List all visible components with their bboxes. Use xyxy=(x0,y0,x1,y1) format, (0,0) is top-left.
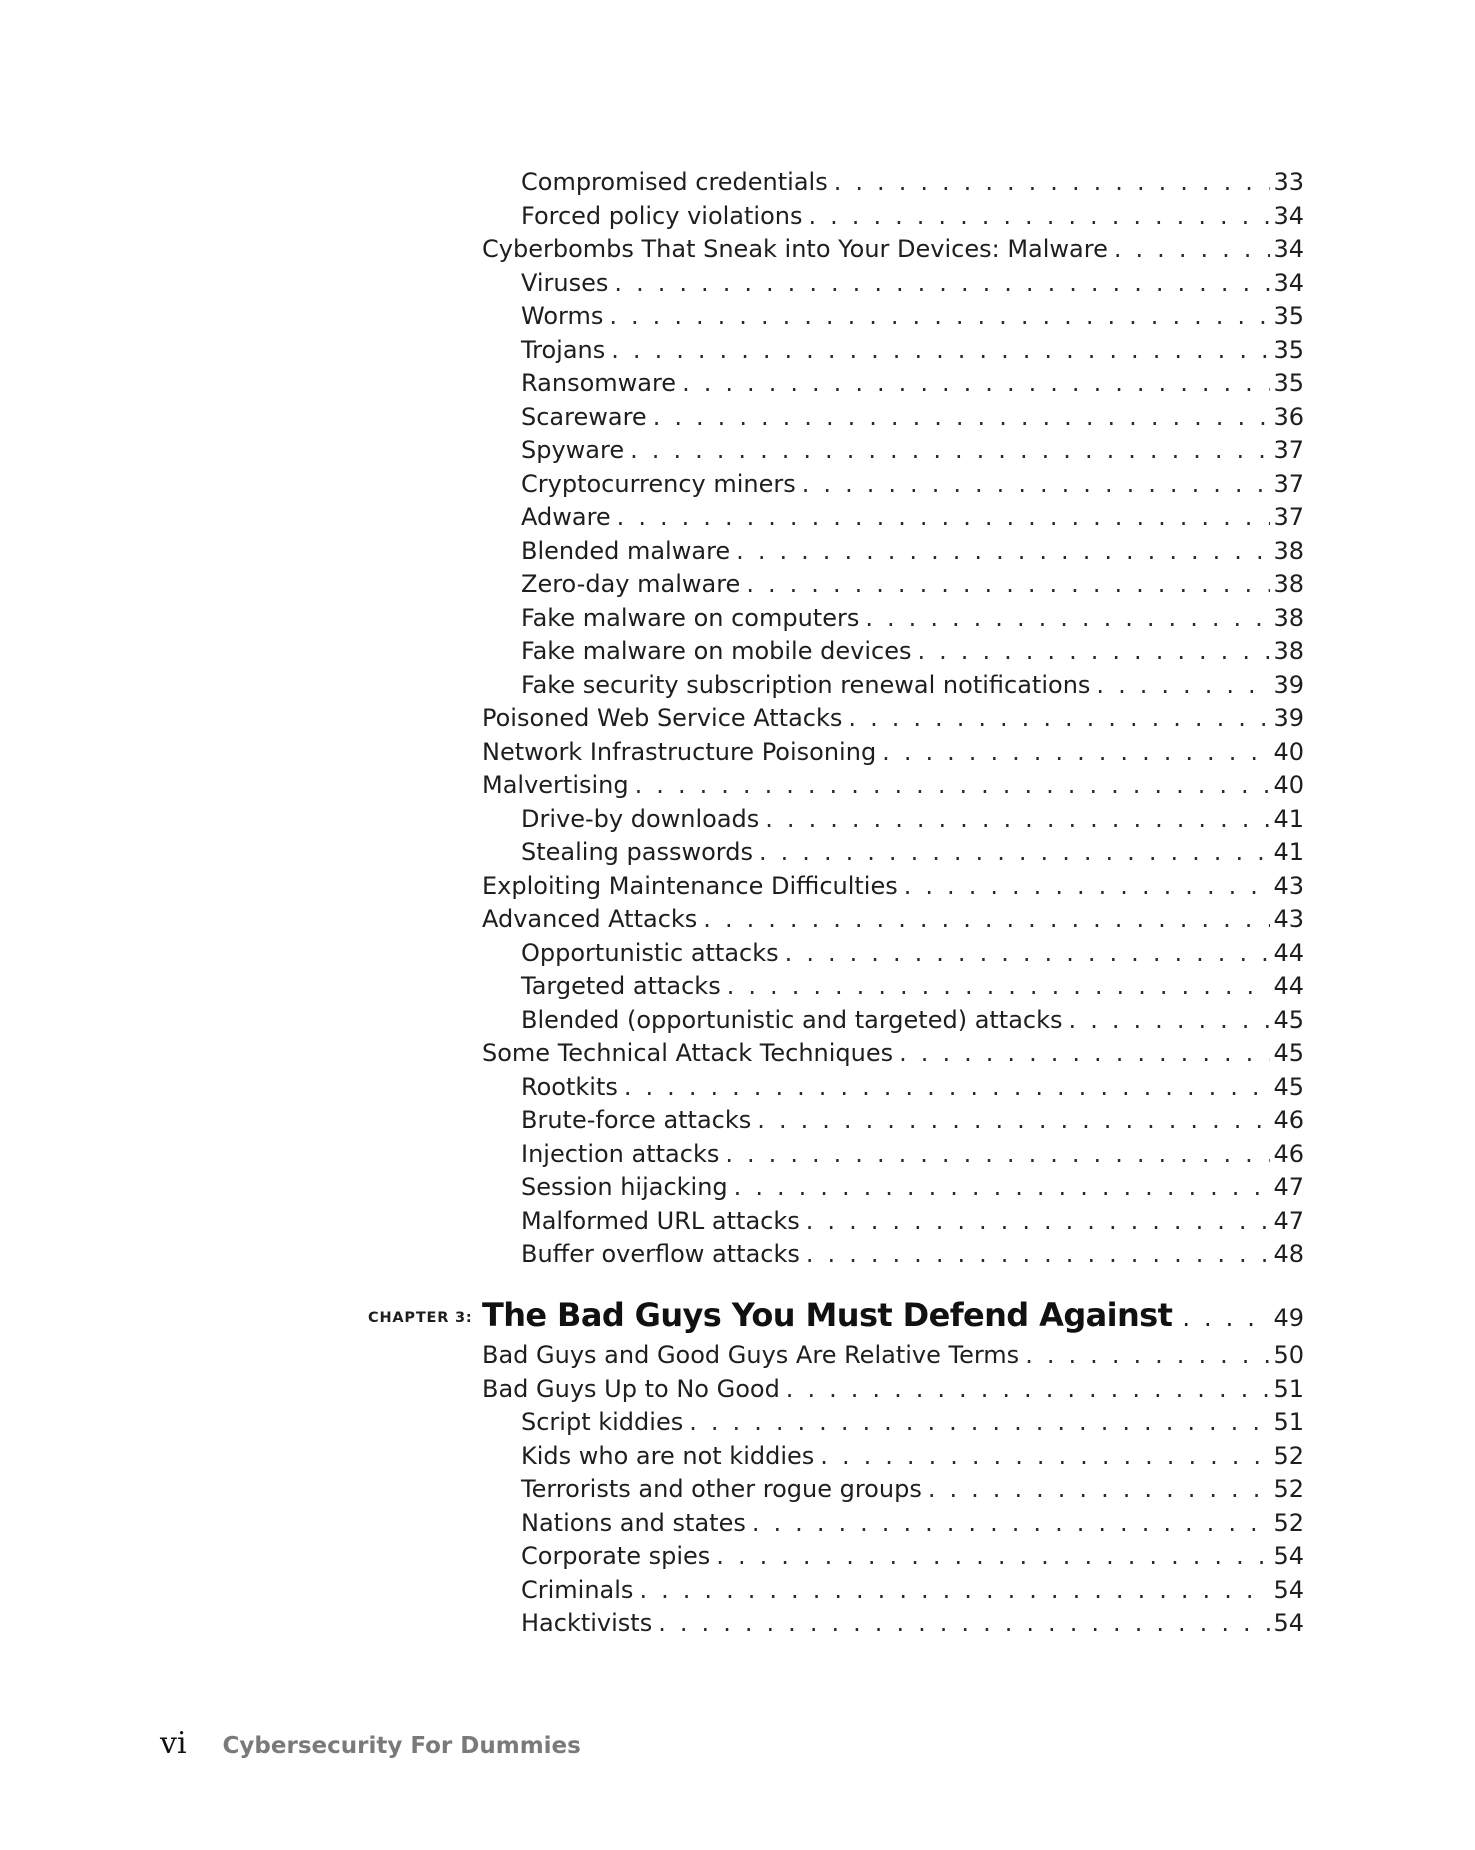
toc-entry xyxy=(482,1071,1304,1105)
toc-entry-title: Fake security subscription renewal notifications xyxy=(521,670,1091,699)
dot-leader xyxy=(725,1138,1270,1172)
toc-entry-page: 54 xyxy=(1273,1609,1304,1637)
toc-entry-page: 41 xyxy=(1273,838,1304,866)
toc-entry xyxy=(482,401,1304,435)
dot-leader xyxy=(806,1205,1271,1239)
toc-entry-title: Fake malware on mobile devices xyxy=(521,637,912,665)
toc-entry-page: 35 xyxy=(1273,335,1304,364)
toc-entry-title: Opportunistic attacks xyxy=(521,938,779,967)
chapter-page-number: 49 xyxy=(1273,1304,1304,1332)
toc-entry-page: 47 xyxy=(1273,1206,1304,1235)
toc-entry-title: Bad Guys and Good Guys Are Relative Terms xyxy=(482,1341,1020,1369)
toc-entry xyxy=(482,535,1304,569)
dot-leader xyxy=(806,1238,1271,1272)
toc-entry xyxy=(482,267,1304,301)
toc-entry-page: 33 xyxy=(1273,168,1304,196)
toc-entry xyxy=(482,1238,1304,1272)
toc-entry-title: Cyberbombs That Sneak into Your Devices: Malware xyxy=(482,235,1108,263)
dot-leader xyxy=(617,501,1271,535)
toc-entry-title: Session hijacking xyxy=(521,1173,728,1201)
toc-entry xyxy=(482,1104,1304,1138)
dot-leader xyxy=(727,970,1271,1004)
toc-entry-page: 43 xyxy=(1273,905,1304,933)
toc-entry-page: 50 xyxy=(1273,1341,1304,1369)
dot-leader xyxy=(808,200,1270,234)
toc-entry xyxy=(482,1440,1304,1474)
toc-entry xyxy=(482,1339,1304,1373)
dot-leader xyxy=(917,635,1270,669)
dot-leader xyxy=(785,937,1271,971)
toc-entry-page: 34 xyxy=(1273,235,1304,263)
dot-leader xyxy=(734,1171,1271,1205)
toc-entry-page: 43 xyxy=(1273,871,1304,900)
toc-entry-page: 34 xyxy=(1273,201,1304,230)
chapter-title-row xyxy=(482,1292,1304,1338)
dot-leader xyxy=(1182,1295,1269,1341)
toc-entry-title: Advanced Attacks xyxy=(482,905,698,933)
toc-entry-title: Corporate spies xyxy=(521,1542,711,1570)
toc-entry-title: Injection attacks xyxy=(521,1139,720,1168)
toc-entry-title: Network Infrastructure Poisoning xyxy=(482,737,877,766)
dot-leader xyxy=(639,1574,1270,1608)
toc-entry-page: 41 xyxy=(1273,804,1304,833)
toc-entry-page: 48 xyxy=(1273,1240,1304,1268)
dot-leader xyxy=(658,1607,1270,1641)
dot-leader xyxy=(759,836,1270,870)
toc-entry-page: 38 xyxy=(1273,570,1304,598)
toc-entry xyxy=(482,1373,1304,1407)
chapter-heading xyxy=(368,1292,1304,1338)
dot-leader xyxy=(682,367,1270,401)
toc-entry xyxy=(482,736,1304,770)
toc-entry xyxy=(482,970,1304,1004)
page-footer xyxy=(160,1726,581,1766)
toc-entry xyxy=(482,300,1304,334)
dot-leader xyxy=(635,769,1271,803)
toc-entry-page: 46 xyxy=(1273,1139,1304,1168)
toc-entry xyxy=(482,870,1304,904)
toc-entry-title: Blended malware xyxy=(521,536,731,565)
dot-leader xyxy=(736,535,1270,569)
toc-entry xyxy=(482,200,1304,234)
dot-leader xyxy=(703,903,1270,937)
toc-entry-title: Ransomware xyxy=(521,369,677,397)
toc-entry-title: Brute-force attacks xyxy=(521,1106,752,1134)
toc-entry-page: 52 xyxy=(1273,1508,1304,1537)
toc-entry-page: 40 xyxy=(1273,737,1304,766)
toc-entry-title: Adware xyxy=(521,503,611,531)
toc-entry-page: 46 xyxy=(1273,1106,1304,1134)
toc-entry-title: Forced policy violations xyxy=(521,201,803,230)
toc-entry xyxy=(482,1574,1304,1608)
toc-entry-page: 34 xyxy=(1273,268,1304,297)
dot-leader xyxy=(609,300,1270,334)
toc-entry-page: 45 xyxy=(1273,1005,1304,1034)
toc-entry-page: 38 xyxy=(1273,603,1304,632)
toc-entry-title: Fake malware on computers xyxy=(521,603,860,632)
toc-entry-title: Targeted attacks xyxy=(521,972,721,1000)
toc-entry-page: 51 xyxy=(1273,1374,1304,1403)
dot-leader xyxy=(614,267,1270,301)
toc-entry xyxy=(482,501,1304,535)
dot-leader xyxy=(716,1540,1270,1574)
dot-leader xyxy=(1069,1004,1271,1038)
toc-entry-title: Viruses xyxy=(521,268,609,297)
toc-entry-title: Scareware xyxy=(521,402,647,431)
toc-entry-title: Buffer overflow attacks xyxy=(521,1240,800,1268)
toc-entry-page: 54 xyxy=(1273,1542,1304,1570)
toc-entry xyxy=(482,1171,1304,1205)
toc-entry-title: Some Technical Attack Techniques xyxy=(482,1039,894,1067)
dot-leader xyxy=(757,1104,1270,1138)
dot-leader xyxy=(611,334,1270,368)
toc-entry-page: 47 xyxy=(1273,1173,1304,1201)
dot-leader xyxy=(689,1406,1270,1440)
dot-leader xyxy=(820,1440,1270,1474)
chapter-label: CHAPTER 3: xyxy=(368,1310,473,1326)
toc-entry-page: 54 xyxy=(1273,1575,1304,1604)
toc-entry xyxy=(482,635,1304,669)
toc-entry xyxy=(482,1406,1304,1440)
toc-entry-title: Exploiting Maintenance Difficulties xyxy=(482,871,898,900)
page-folio: vi xyxy=(160,1726,187,1761)
toc-entry xyxy=(482,568,1304,602)
toc-entry-title: Malvertising xyxy=(482,771,629,799)
dot-leader xyxy=(786,1373,1271,1407)
toc-entry-title: Poisoned Web Service Attacks xyxy=(482,704,843,732)
toc-entry xyxy=(482,166,1304,200)
dot-leader xyxy=(882,736,1270,770)
toc-entry-page: 51 xyxy=(1273,1408,1304,1436)
toc-entry xyxy=(482,1607,1304,1641)
toc-entry-title: Kids who are not kiddies xyxy=(521,1441,815,1470)
toc-entry xyxy=(482,468,1304,502)
toc-entry-title: Hacktivists xyxy=(521,1609,653,1637)
toc-entry xyxy=(482,1473,1304,1507)
toc-entry-page: 37 xyxy=(1273,469,1304,498)
dot-leader xyxy=(928,1473,1271,1507)
dot-leader xyxy=(653,401,1271,435)
toc-entry xyxy=(482,334,1304,368)
toc-entry-page: 44 xyxy=(1273,938,1304,967)
toc-entry-title: Rootkits xyxy=(521,1072,618,1101)
toc-section-chapter-2 xyxy=(482,166,1304,1272)
dot-leader xyxy=(848,702,1270,736)
toc-entry xyxy=(482,669,1304,703)
toc-entry-title: Nations and states xyxy=(521,1508,746,1537)
toc-entry-title: Blended (opportunistic and targeted) attacks xyxy=(521,1005,1063,1034)
toc-entry-title: Zero-day malware xyxy=(521,570,741,598)
toc-entry-title: Terrorists and other rogue groups xyxy=(521,1475,922,1503)
toc-entry-page: 38 xyxy=(1273,637,1304,665)
toc-entry-page: 38 xyxy=(1273,536,1304,565)
dot-leader xyxy=(865,602,1270,636)
chapter-title: The Bad Guys You Must Defend Against xyxy=(482,1296,1173,1334)
toc-entry-page: 39 xyxy=(1273,704,1304,732)
toc-entry-title: Drive-by downloads xyxy=(521,804,760,833)
toc-entry xyxy=(482,903,1304,937)
dot-leader xyxy=(752,1507,1271,1541)
toc-entry-title: Criminals xyxy=(521,1575,634,1604)
toc-entry xyxy=(482,1037,1304,1071)
toc-entry-title: Malformed URL attacks xyxy=(521,1206,800,1235)
toc-entry xyxy=(482,1004,1304,1038)
toc-entry-page: 44 xyxy=(1273,972,1304,1000)
toc-entry-title: Script kiddies xyxy=(521,1408,684,1436)
toc-entry-page: 35 xyxy=(1273,302,1304,330)
toc-entry-page: 45 xyxy=(1273,1039,1304,1067)
dot-leader xyxy=(802,468,1271,502)
toc-entry-page: 35 xyxy=(1273,369,1304,397)
dot-leader xyxy=(765,803,1270,837)
toc-entry xyxy=(482,702,1304,736)
toc-entry-page: 40 xyxy=(1273,771,1304,799)
toc-entry-title: Compromised credentials xyxy=(521,168,828,196)
toc-entry xyxy=(482,836,1304,870)
toc-entry-page: 52 xyxy=(1273,1475,1304,1503)
running-book-title: Cybersecurity For Dummies xyxy=(222,1733,581,1759)
toc-entry-page: 36 xyxy=(1273,402,1304,431)
toc-entry-title: Worms xyxy=(521,302,604,330)
toc-entry-title: Bad Guys Up to No Good xyxy=(482,1374,780,1403)
toc-entry xyxy=(482,233,1304,267)
toc-entry xyxy=(482,1507,1304,1541)
dot-leader xyxy=(1114,233,1271,267)
toc-entry xyxy=(482,1138,1304,1172)
toc-entry-title: Stealing passwords xyxy=(521,838,753,866)
toc-entry-page: 45 xyxy=(1273,1072,1304,1101)
toc-entry xyxy=(482,602,1304,636)
dot-leader xyxy=(904,870,1271,904)
dot-leader xyxy=(899,1037,1270,1071)
toc-entry-page: 37 xyxy=(1273,436,1304,464)
toc-entry xyxy=(482,1205,1304,1239)
toc-entry xyxy=(482,937,1304,971)
toc-entry xyxy=(482,367,1304,401)
dot-leader xyxy=(1096,669,1270,703)
toc-entry-title: Cryptocurrency miners xyxy=(521,469,796,498)
dot-leader xyxy=(746,568,1270,602)
toc-entry xyxy=(482,434,1304,468)
dot-leader xyxy=(624,1071,1271,1105)
toc-entry-page: 52 xyxy=(1273,1441,1304,1470)
toc-entry-page: 39 xyxy=(1273,670,1304,699)
toc-entry-title: Trojans xyxy=(521,335,606,364)
toc-entry xyxy=(482,769,1304,803)
dot-leader xyxy=(630,434,1270,468)
toc-entry xyxy=(482,803,1304,837)
toc-entry xyxy=(482,1540,1304,1574)
toc-section-chapter-3 xyxy=(482,1339,1304,1641)
toc-entry-page: 37 xyxy=(1273,503,1304,531)
toc-entry-title: Spyware xyxy=(521,436,625,464)
dot-leader xyxy=(834,166,1271,200)
dot-leader xyxy=(1025,1339,1270,1373)
